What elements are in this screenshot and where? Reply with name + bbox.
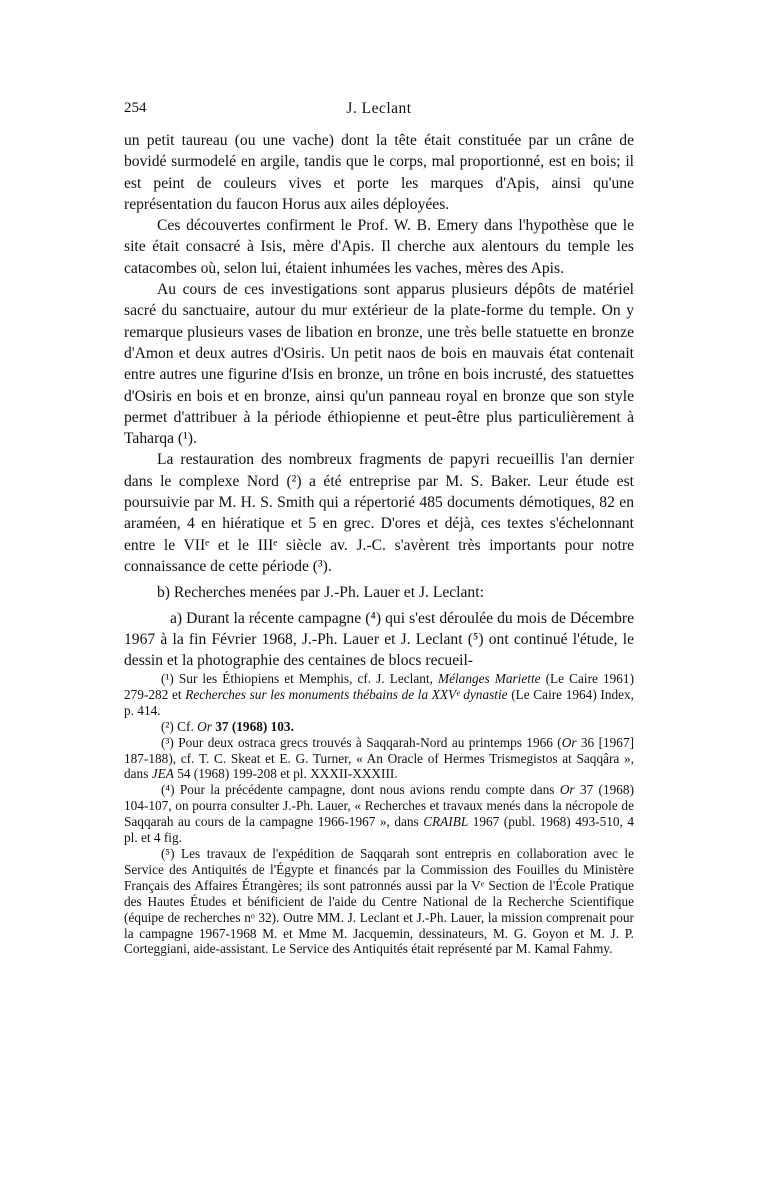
footnote-text: 36 [1967] 187-188), cf. T. C. Skeat et E. G. Turner, « An Oracle of Hermes Trismegistos at Saqqâra », dans <box>124 734 635 782</box>
footnote-text: Sur les Éthiopiens et Memphis, cf. J. Leclant, <box>178 671 433 686</box>
footnote <box>124 719 634 735</box>
footnote-text: 37 (1968) 104-107, on pourra consulter J.-Ph. Lauer, « Recherches et travaux menés dans la nécropole de Saqqarah au cours de la campagne 1966-1967 », dans <box>124 782 635 830</box>
footnotes <box>124 671 634 957</box>
footnote-text: 54 (1968) 199-208 et pl. XXXII-XXXIII. <box>177 766 398 782</box>
footnote-title: CRAIBL <box>423 814 469 830</box>
footnote-text: (Le Caire 1964) Index, p. 414. <box>124 686 634 718</box>
footnote-number: (¹) <box>161 671 174 686</box>
footnote-title: Or <box>559 782 575 798</box>
footnote-text: Pour deux ostraca grecs trouvés à Saqqarah-Nord au printemps 1966 ( <box>178 734 562 750</box>
footnote-text: Pour la précédente campagne, dont nous avions rendu compte dans <box>179 782 555 798</box>
paragraph: La restauration des nombreux fragments de papyri recueillis l'an dernier dans le complexe Nord (²) a été entreprise par M. S. Baker. Leur étude est poursuivie par M. H. S. Smith qui a répertorié 485 documents démotiques, 82 en araméen, 4 en hiératique et 5 en grec. D'ores et déjà, ces textes s'échelonnant entre le VIIᵉ et le IIIᵉ siècle av. J.-C. s'avèrent très importants pour notre connaissance de cette période (³). <box>124 451 634 575</box>
footnote-title: Or <box>561 734 577 750</box>
footnote-title: JEA <box>151 766 174 782</box>
paragraph: a) Durant la récente campagne (⁴) qui s'est déroulée du mois de Décembre 1967 à la fin Février 1968, J.-Ph. Lauer et J. Leclant (⁵) ont continué l'étude, le dessin et la photographie des centaines de blocs recueil- <box>124 609 634 670</box>
running-head: J. Leclant <box>346 100 412 117</box>
footnote <box>124 846 634 957</box>
footnote-text: 37 (1968) 103. <box>215 718 294 734</box>
footnote <box>124 782 634 846</box>
footnote-number: (²) <box>161 718 174 734</box>
section-heading: b) Recherches menées par J.-Ph. Lauer et J. Leclant: <box>157 584 484 602</box>
footnote-title: Or <box>197 718 212 734</box>
footnote-number: (⁴) <box>161 782 175 798</box>
footnote-title: Recherches sur les monuments thébains de la XXVᵉ dynastie <box>185 686 508 702</box>
paragraph: un petit taureau (ou une vache) dont la tête était constituée par un crâne de bovidé surmodelé en argile, tandis que le corps, mal proportionné, est en bois; il est peint de couleurs vives et porte les marques d'Apis, ainsi qu'une représentation du faucon Horus aux ailes déployées. <box>124 132 634 213</box>
footnote-text: Cf. <box>177 718 194 734</box>
footnote <box>124 671 634 719</box>
footnote-title: Mélanges Mariette <box>438 671 541 686</box>
footnote-text: Les travaux de l'expédition de Saqqarah sont entrepris en collaboration avec le Service des Antiquités de l'Égypte et financés par la Commission des Fouilles du Ministère Français des Affaires Étrangères; ils sont patronnés aussi par la Vᵉ Section de l'École Pratique des Hautes Études et bénificient de l'aide du Centre National de la Recherche Scientifique (équipe de recherches nᵒ 32). Outre MM. J. Leclant et J.-Ph. Lauer, la mission comprenait pour la campagne 1967-1968 M. et Mme M. Jacquemin, dessinateurs, M. G. Goyon et M. J. P. Corteggiani, aide-assistant. Le Service des Antiquités était représenté par M. Kamal Fahmy. <box>124 845 634 957</box>
footnote-number: (³) <box>161 734 174 750</box>
footnote <box>124 735 634 783</box>
page-number: 254 <box>124 100 147 116</box>
footnote-text: 1967 (publ. 1968) 493-510, 4 pl. et 4 fig. <box>124 814 634 846</box>
main-text <box>124 130 634 671</box>
page-header <box>124 100 634 122</box>
paragraph: Au cours de ces investigations sont apparus plusieurs dépôts de matériel sacré du sanctuaire, autour du mur extérieur de la plate-forme du temple. On y remarque plusieurs vases de libation en bronze, une très belle statuette en bronze d'Amon et deux autres d'Osiris. Un petit naos de bois en mauvais état contenait entre autres une figurine d'Isis en bronze, un trône en bois incrusté, des statuettes d'Osiris en bois et en bronze, ainsi qu'un panneau royal en bronze que son style permet d'attribuer à la période éthiopienne et peut-être plus particulièrement à Taharqa (¹). <box>124 281 634 448</box>
footnote-number: (⁵) <box>161 845 175 861</box>
paragraph: Ces découvertes confirment le Prof. W. B. Emery dans l'hypothèse que le site était consacré à Isis, mère d'Apis. Il cherche aux alentours du temple les catacombes où, selon lui, étaient inhumées les vaches, mères des Apis. <box>124 217 634 277</box>
footnote-text: (Le Caire 1961) 279-282 et <box>124 671 634 702</box>
